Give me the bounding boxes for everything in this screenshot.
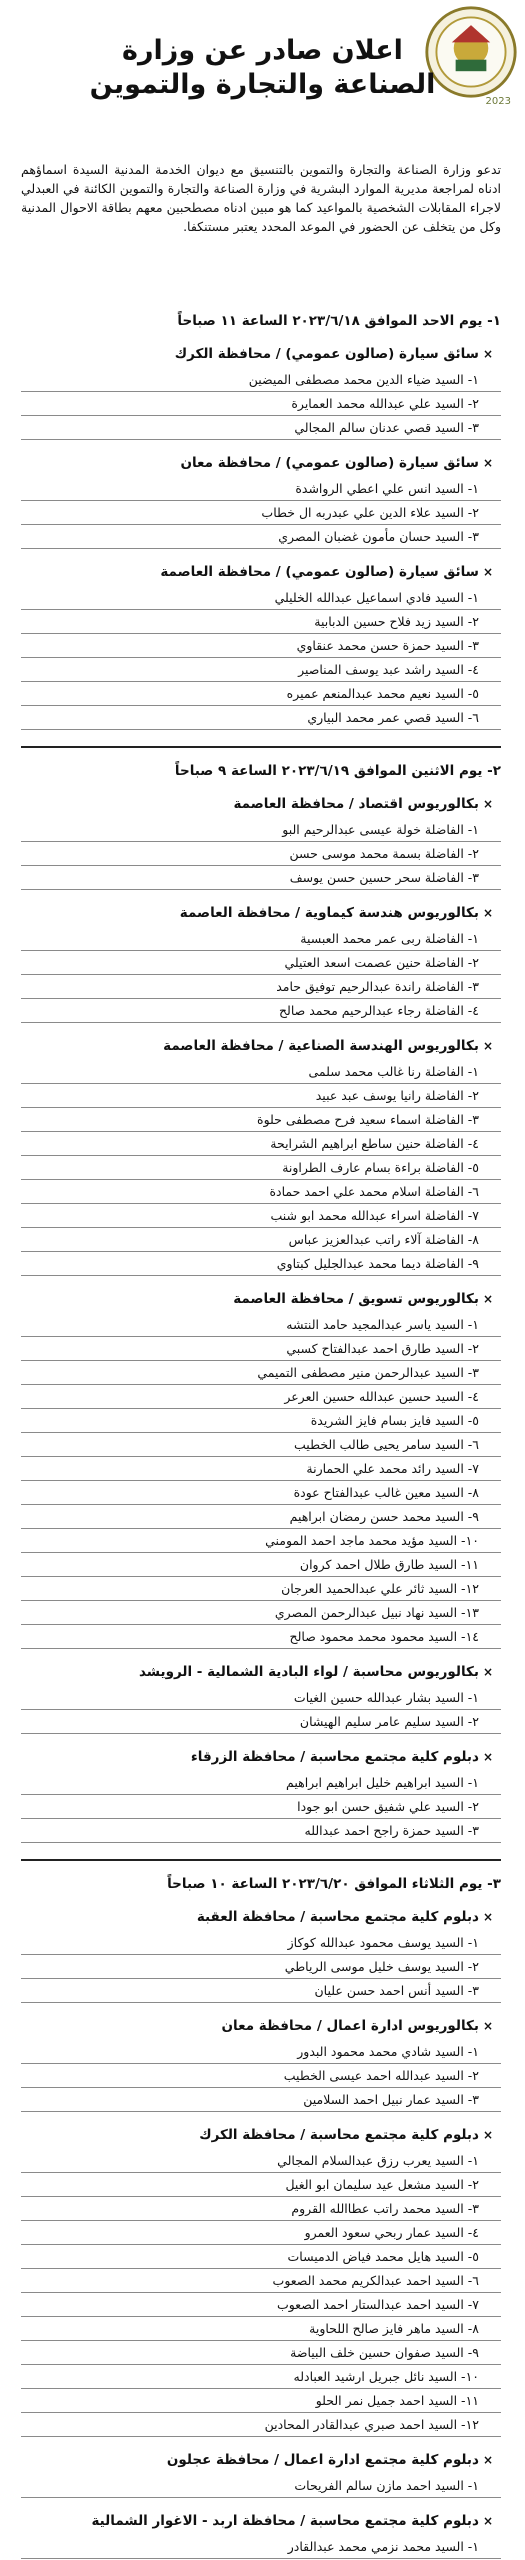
bullet-x-icon: ×	[482, 797, 493, 811]
group-title: بكالوريوس هندسة كيماوية / محافظة العاصمة	[179, 905, 479, 921]
candidate-row: ١- السيد انس علي اعطي الرواشدة	[21, 477, 501, 501]
candidate-row: ٣- السيد حمزة حسن محمد عنقاوي	[21, 634, 501, 658]
candidate-row: ٦- السيد احمد عبدالكريم محمد الصعوب	[21, 2269, 501, 2293]
candidate-row: ١- السيد يوسف محمود عبدالله كوكاز	[21, 1931, 501, 1955]
group-heading	[21, 904, 501, 923]
candidate-row: ٢- السيد زيد فلاح حسين الدبابية	[21, 610, 501, 634]
candidate-row: ٣- السيد قصي عدنان سالم المجالي	[21, 416, 501, 440]
candidate-row: ٥- السيد فايز بسام فايز الشريدة	[21, 1409, 501, 1433]
group-heading	[21, 1908, 501, 1927]
group-title: سائق سيارة (صالون عمومي) / محافظة الكرك	[174, 346, 479, 362]
candidate-row: ١١- السيد طارق طلال احمد كروان	[21, 1553, 501, 1577]
bullet-x-icon: ×	[482, 2019, 493, 2033]
candidate-row: ١٠- السيد نائل جبريل ارشيد العبادله	[21, 2365, 501, 2389]
bullet-x-icon: ×	[482, 347, 493, 361]
day-heading: ١- يوم الاحد الموافق ٢٠٢٣/٦/١٨ الساعة ١١ صباحاً	[177, 313, 501, 329]
candidate-row: ٥- السيد نعيم محمد عبدالمنعم عميره	[21, 682, 501, 706]
candidate-row: ٢- الفاضلة حنين عصمت اسعد العتيلي	[21, 951, 501, 975]
candidate-row: ٤- السيد عمار ربحي سعود العمرو	[21, 2221, 501, 2245]
candidate-row: ١- السيد محمد نزمي محمد عبدالقادر	[21, 2535, 501, 2559]
group-title: بكالوريوس اقتصاد / محافظة العاصمة	[233, 796, 479, 812]
bullet-x-icon: ×	[482, 1039, 493, 1053]
candidate-row: ١- السيد ضياء الدين محمد مصطفى الميضين	[21, 368, 501, 392]
candidate-row: ٤- السيد راشد عبد يوسف المناصير	[21, 658, 501, 682]
candidate-row: ١- الفاضلة خولة عيسى عبدالرحيم البو	[21, 818, 501, 842]
group-heading	[21, 563, 501, 582]
group-title: بكالوريوس محاسبة / لواء البادية الشمالية - الرويشد	[138, 1664, 479, 1680]
day-separator	[21, 1859, 501, 1861]
group-title: بكالوريوس ادارة اعمال / محافظة معان	[221, 2018, 479, 2034]
candidate-row: ٣- الفاضلة اسماء سعيد فرح مصطفى حلوة	[21, 1108, 501, 1132]
candidate-row: ٤- الفاضلة حنين ساطع ابراهيم الشرايحة	[21, 1132, 501, 1156]
group-title: دبلوم كلية مجتمع محاسبة / محافظة الكرك	[199, 2127, 479, 2143]
bullet-x-icon: ×	[482, 1665, 493, 1679]
candidate-row: ٣- السيد محمد راتب عطاالله القروم	[21, 2197, 501, 2221]
candidate-row: ٧- الفاضلة اسراء عبدالله محمد ابو شنب	[21, 1204, 501, 1228]
candidate-row: ٦- السيد سامر يحيى طالب الخطيب	[21, 1433, 501, 1457]
candidate-row: ٣- الفاضلة سحر حسين حسن يوسف	[21, 866, 501, 890]
intro-paragraph: تدعو وزارة الصناعة والتجارة والتموين بالتنسيق مع ديوان الخدمة المدنية السيدة اسماؤهم ادناه لمراجعة مديرية الموارد البشرية في وزارة الصناعة والتجارة والتموين الكائنة في العبدلي لاجراء المقابلات الشخصية بالمواعيد كما هو مبين ادناه مصطحبين معهم بطاقة الاحوال المدنية وكل من يتخلف عن الحضور في الموعد المحدد يعتبر مستنكفا.	[21, 162, 501, 234]
candidate-row: ٨- السيد ماهر فايز صالح اللحاوية	[21, 2317, 501, 2341]
candidate-row: ٧- السيد احمد عبدالستار احمد الصعوب	[21, 2293, 501, 2317]
candidate-row: ٣- السيد عمار نبيل احمد السلامين	[21, 2088, 501, 2112]
candidate-row: ٢- السيد علاء الدين علي عبدربه ال خطاب	[21, 501, 501, 525]
bullet-x-icon: ×	[482, 2453, 493, 2467]
group-heading	[21, 1037, 501, 1056]
group-heading	[21, 2451, 501, 2470]
candidate-row: ٢- الفاضلة رانيا يوسف عبد عبيد	[21, 1084, 501, 1108]
group-title: سائق سيارة (صالون عمومي) / محافظة العاصمة	[160, 564, 479, 580]
candidate-row: ١٤- السيد محمود محمد محمود صالح	[21, 1625, 501, 1649]
announcement-body	[21, 298, 501, 2559]
bullet-x-icon: ×	[482, 1910, 493, 1924]
group-title: سائق سيارة (صالون عمومي) / محافظة معان	[180, 455, 479, 471]
page-title	[0, 34, 525, 102]
bullet-x-icon: ×	[482, 2128, 493, 2142]
day-heading: ٢- يوم الاثنين الموافق ٢٠٢٣/٦/١٩ الساعة ٩ صباحاً	[174, 763, 501, 779]
candidate-row: ٩- الفاضلة ديما محمد عبدالجليل كبتاوي	[21, 1252, 501, 1276]
candidate-row: ٥- الفاضلة براءة بسام عارف الطراونة	[21, 1156, 501, 1180]
bullet-x-icon: ×	[482, 1750, 493, 1764]
candidate-row: ١- الفاضلة ربى عمر محمد العبسية	[21, 927, 501, 951]
candidate-row: ٢- السيد طارق احمد عبدالفتاح كسبي	[21, 1337, 501, 1361]
candidate-row: ٩- السيد صفوان حسين خلف البياضة	[21, 2341, 501, 2365]
group-heading	[21, 1748, 501, 1767]
title-line-2: الصناعة والتجارة والتموين	[89, 69, 436, 100]
candidate-row: ٤- السيد حسين عبدالله حسين العرعر	[21, 1385, 501, 1409]
candidate-row: ١- السيد ابراهيم خليل ابراهيم ابراهيم	[21, 1771, 501, 1795]
group-title: دبلوم كلية مجتمع محاسبة / محافظة اربد - الاغوار الشمالية	[91, 2513, 479, 2529]
candidate-row: ٤- الفاضلة رجاء عبدالرحيم محمد صالح	[21, 999, 501, 1023]
candidate-row: ٦- الفاضلة اسلام محمد علي احمد حمادة	[21, 1180, 501, 1204]
bullet-x-icon: ×	[482, 1292, 493, 1306]
group-title: دبلوم كلية مجتمع محاسبة / محافظة العقبة	[196, 1909, 479, 1925]
candidate-row: ٣- السيد عبدالرحمن منير مصطفى التميمي	[21, 1361, 501, 1385]
group-heading	[21, 1663, 501, 1682]
candidate-row: ١- السيد فادي اسماعيل عبدالله الخليلي	[21, 586, 501, 610]
group-heading	[21, 795, 501, 814]
candidate-row: ١١- السيد احمد جميل نمر الحلو	[21, 2389, 501, 2413]
candidate-row: ٦- السيد قصي عمر محمد البياري	[21, 706, 501, 730]
day-separator	[21, 746, 501, 748]
bullet-x-icon: ×	[482, 906, 493, 920]
candidate-row: ٩- السيد محمد حسن رمضان ابراهيم	[21, 1505, 501, 1529]
bullet-x-icon: ×	[482, 456, 493, 470]
group-heading	[21, 1290, 501, 1309]
group-title: دبلوم كلية مجتمع محاسبة / محافظة الزرقاء	[190, 1749, 479, 1765]
group-heading	[21, 2017, 501, 2036]
candidate-row: ٥- السيد هايل محمد فياض الدميسات	[21, 2245, 501, 2269]
candidate-row: ٢- السيد علي شفيق حسن ابو جودا	[21, 1795, 501, 1819]
candidate-row: ٨- الفاضلة آلاء راتب عبدالعزيز عباس	[21, 1228, 501, 1252]
candidate-row: ١- السيد ياسر عبدالمجيد حامد النتشه	[21, 1313, 501, 1337]
candidate-row: ٢- السيد سليم عامر سليم الهيشان	[21, 1710, 501, 1734]
group-heading	[21, 454, 501, 473]
candidate-row: ١- السيد شادي محمد محمود البدور	[21, 2040, 501, 2064]
group-heading	[21, 345, 501, 364]
group-title: بكالوريوس الهندسة الصناعية / محافظة العاصمة	[163, 1038, 479, 1054]
candidate-row: ٨- السيد معين غالب عبدالفتاح عودة	[21, 1481, 501, 1505]
candidate-row: ٣- السيد أنس احمد حسن عليان	[21, 1979, 501, 2003]
candidate-row: ٢- السيد علي عبدالله محمد العمايرة	[21, 392, 501, 416]
candidate-row: ١٣- السيد نهاد نبيل عبدالرحمن المصري	[21, 1601, 501, 1625]
title-line-1: اعلان صادر عن وزارة	[122, 35, 403, 66]
candidate-row: ٣- السيد حسان مأمون غضبان المصري	[21, 525, 501, 549]
bullet-x-icon: ×	[482, 2514, 493, 2528]
bullet-x-icon: ×	[482, 565, 493, 579]
group-heading	[21, 2512, 501, 2531]
header	[0, 0, 525, 130]
candidate-row: ١٠- السيد مؤيد محمد ماجد احمد المومني	[21, 1529, 501, 1553]
candidate-row: ٣- الفاضلة راندة عبدالرحيم توفيق حامد	[21, 975, 501, 999]
candidate-row: ٢- السيد مشعل عيد سليمان ابو الغيل	[21, 2173, 501, 2197]
candidate-row: ٣- السيد حمزة راجح احمد عبدالله	[21, 1819, 501, 1843]
candidate-row: ١- السيد يعرب رزق عبدالسلام المجالي	[21, 2149, 501, 2173]
candidate-row: ٢- السيد عبدالله احمد عيسى الخطيب	[21, 2064, 501, 2088]
candidate-row: ١٢- السيد ثائر علي عبدالحميد العرجان	[21, 1577, 501, 1601]
day-heading: ٣- يوم الثلاثاء الموافق ٢٠٢٣/٦/٢٠ الساعة ١٠ صباحاً	[167, 1876, 501, 1892]
group-title: بكالوريوس تسويق / محافظة العاصمة	[233, 1291, 479, 1307]
candidate-row: ١- السيد احمد مازن سالم الفريحات	[21, 2474, 501, 2498]
candidate-row: ٢- السيد يوسف خليل موسى الرياطي	[21, 1955, 501, 1979]
group-title: دبلوم كلية مجتمع ادارة اعمال / محافظة عجلون	[166, 2452, 479, 2468]
group-heading	[21, 2126, 501, 2145]
candidate-row: ١- السيد بشار عبدالله حسين الغيات	[21, 1686, 501, 1710]
candidate-row: ١٢- السيد احمد صبري عبدالقادر المحادين	[21, 2413, 501, 2437]
corner-tag: 2023	[485, 96, 511, 107]
candidate-row: ٧- السيد رائد محمد علي الحمارنة	[21, 1457, 501, 1481]
candidate-row: ١- الفاضلة رنا غالب محمد سلمى	[21, 1060, 501, 1084]
candidate-row: ٢- الفاضلة بسمة محمد موسى حسن	[21, 842, 501, 866]
